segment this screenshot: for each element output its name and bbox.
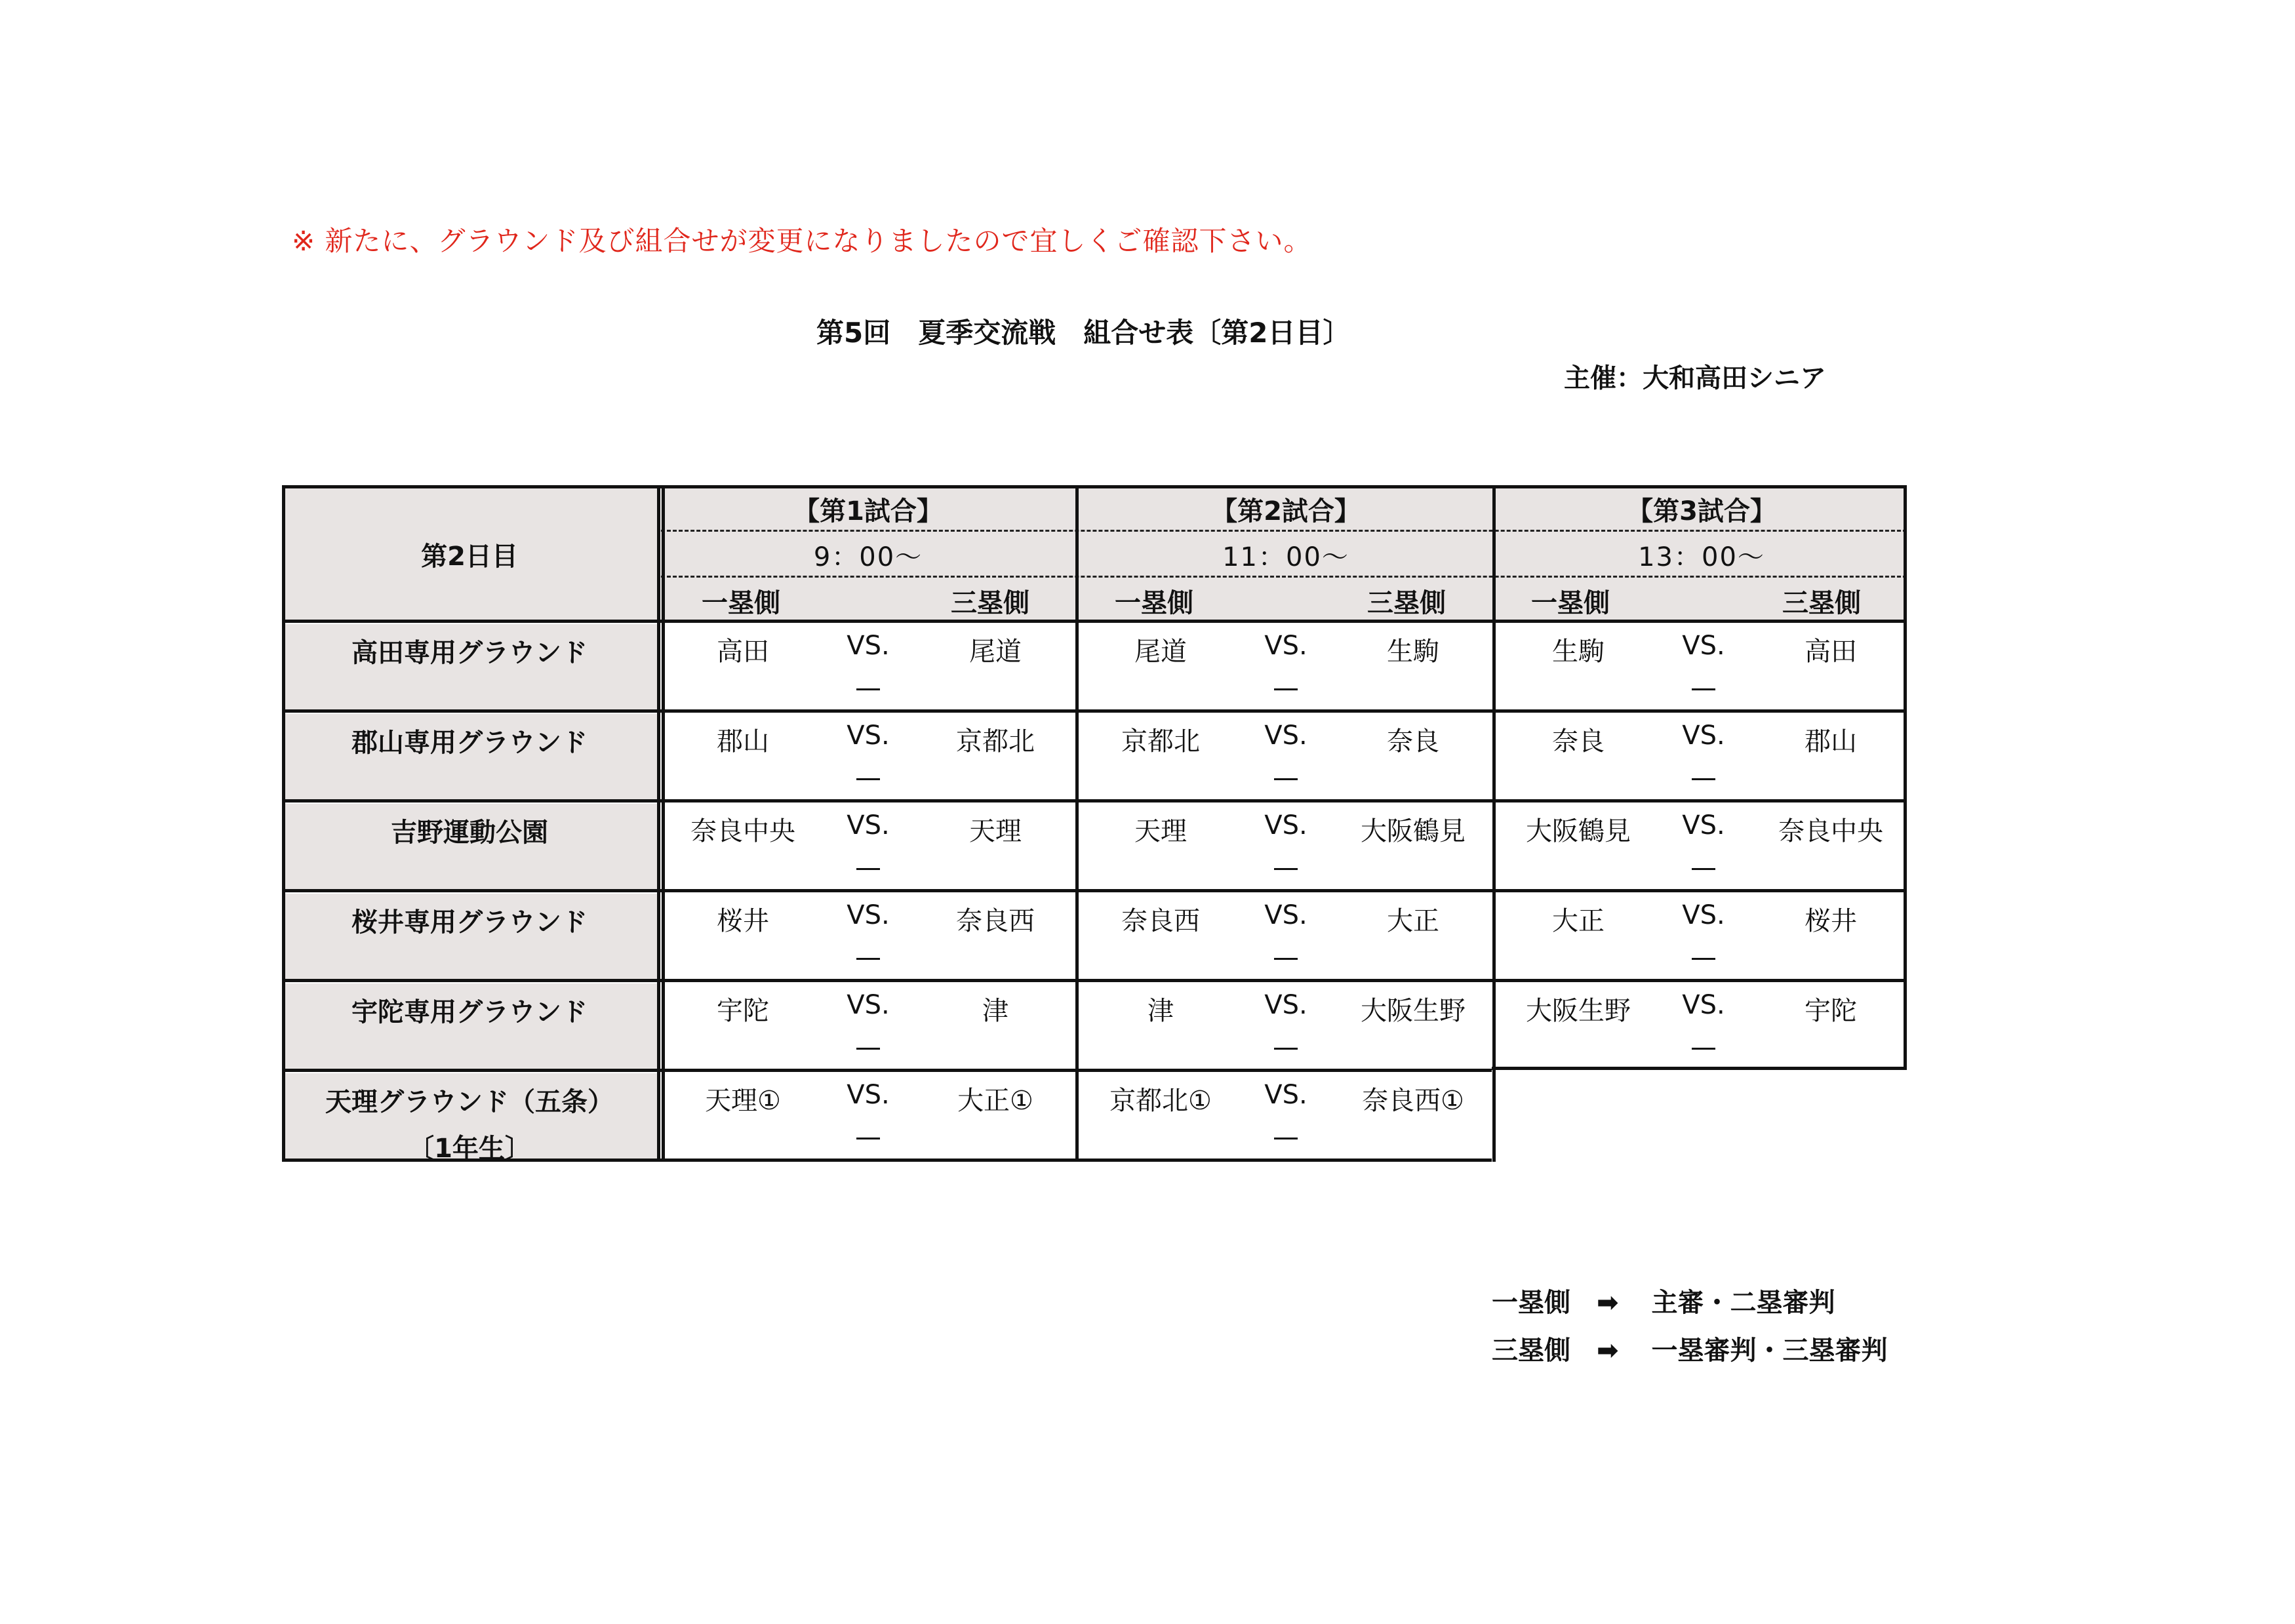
- game-1-label: 【第1試合】: [793, 496, 943, 526]
- match-r1-g2: 京都北 VS. 奈良: [1079, 714, 1493, 802]
- game-1-third-side: 三塁側: [951, 588, 1029, 618]
- game-3-time: 13：00～: [1638, 542, 1765, 572]
- match-r0-g3: 生駒 VS. 高田: [1496, 624, 1907, 712]
- schedule-table: [282, 485, 1907, 1162]
- ground-uda: 宇陀専用グラウンド: [282, 983, 657, 1069]
- game-1-time: 9：00～: [813, 542, 923, 572]
- ground-yoshino: 吉野運動公園: [282, 804, 657, 889]
- ground-takada: 高田専用グラウンド: [282, 624, 657, 709]
- change-notice: ※ 新たに、グラウンド及び組合せが変更になりましたので宜しくご確認下さい。: [292, 225, 1312, 257]
- arrow-right-icon: ➡: [1597, 1336, 1619, 1366]
- arrow-right-icon: ➡: [1597, 1288, 1619, 1318]
- legend-third-side: 三塁側 ➡ 一塁審判・三塁審判: [1492, 1336, 1888, 1366]
- match-r5-g2: 京都北① VS. 奈良西①: [1079, 1073, 1493, 1161]
- game-2-first-side: 一塁側: [1115, 588, 1193, 618]
- match-r2-g3: 大阪鶴見 VS. 奈良中央: [1496, 804, 1907, 892]
- game-3-first-side: 一塁側: [1531, 588, 1610, 618]
- match-r3-g1: 桜井 VS. 奈良西: [661, 894, 1075, 981]
- game-3-third-side: 三塁側: [1782, 588, 1861, 618]
- match-r4-g2: 津 VS. 大阪生野: [1079, 983, 1493, 1071]
- ground-sakurai: 桜井専用グラウンド: [282, 894, 657, 979]
- day-label: 第2日目: [421, 542, 518, 572]
- page-title: 第5回 夏季交流戦 組合せ表〔第2日目〕: [816, 317, 1351, 349]
- game-1-first-side: 一塁側: [702, 588, 780, 618]
- ground-tenri-gojo: 天理グラウンド（五条） 〔1年生〕: [282, 1073, 657, 1159]
- match-r4-g3: 大阪生野 VS. 宇陀: [1496, 983, 1907, 1071]
- game-2-time: 11：00～: [1222, 542, 1349, 572]
- match-r2-g2: 天理 VS. 大阪鶴見: [1079, 804, 1493, 892]
- organizer-label: 主催：大和高田シニア: [1564, 363, 1826, 393]
- match-r0-g1: 高田 VS. 尾道: [661, 624, 1075, 712]
- match-r3-g2: 奈良西 VS. 大正: [1079, 894, 1493, 981]
- game-2-label: 【第2試合】: [1211, 496, 1361, 526]
- ground-koriyama: 郡山専用グラウンド: [282, 714, 657, 799]
- match-r1-g3: 奈良 VS. 郡山: [1496, 714, 1907, 802]
- match-r1-g1: 郡山 VS. 京都北: [661, 714, 1075, 802]
- game-3-label: 【第3試合】: [1627, 496, 1776, 526]
- game-2-third-side: 三塁側: [1367, 588, 1446, 618]
- match-r2-g1: 奈良中央 VS. 天理: [661, 804, 1075, 892]
- legend-first-side: 一塁側 ➡ 主審・二塁審判: [1492, 1288, 1835, 1318]
- match-r4-g1: 宇陀 VS. 津: [661, 983, 1075, 1071]
- match-r0-g2: 尾道 VS. 生駒: [1079, 624, 1493, 712]
- match-r3-g3: 大正 VS. 桜井: [1496, 894, 1907, 981]
- match-r5-g1: 天理① VS. 大正①: [661, 1073, 1075, 1161]
